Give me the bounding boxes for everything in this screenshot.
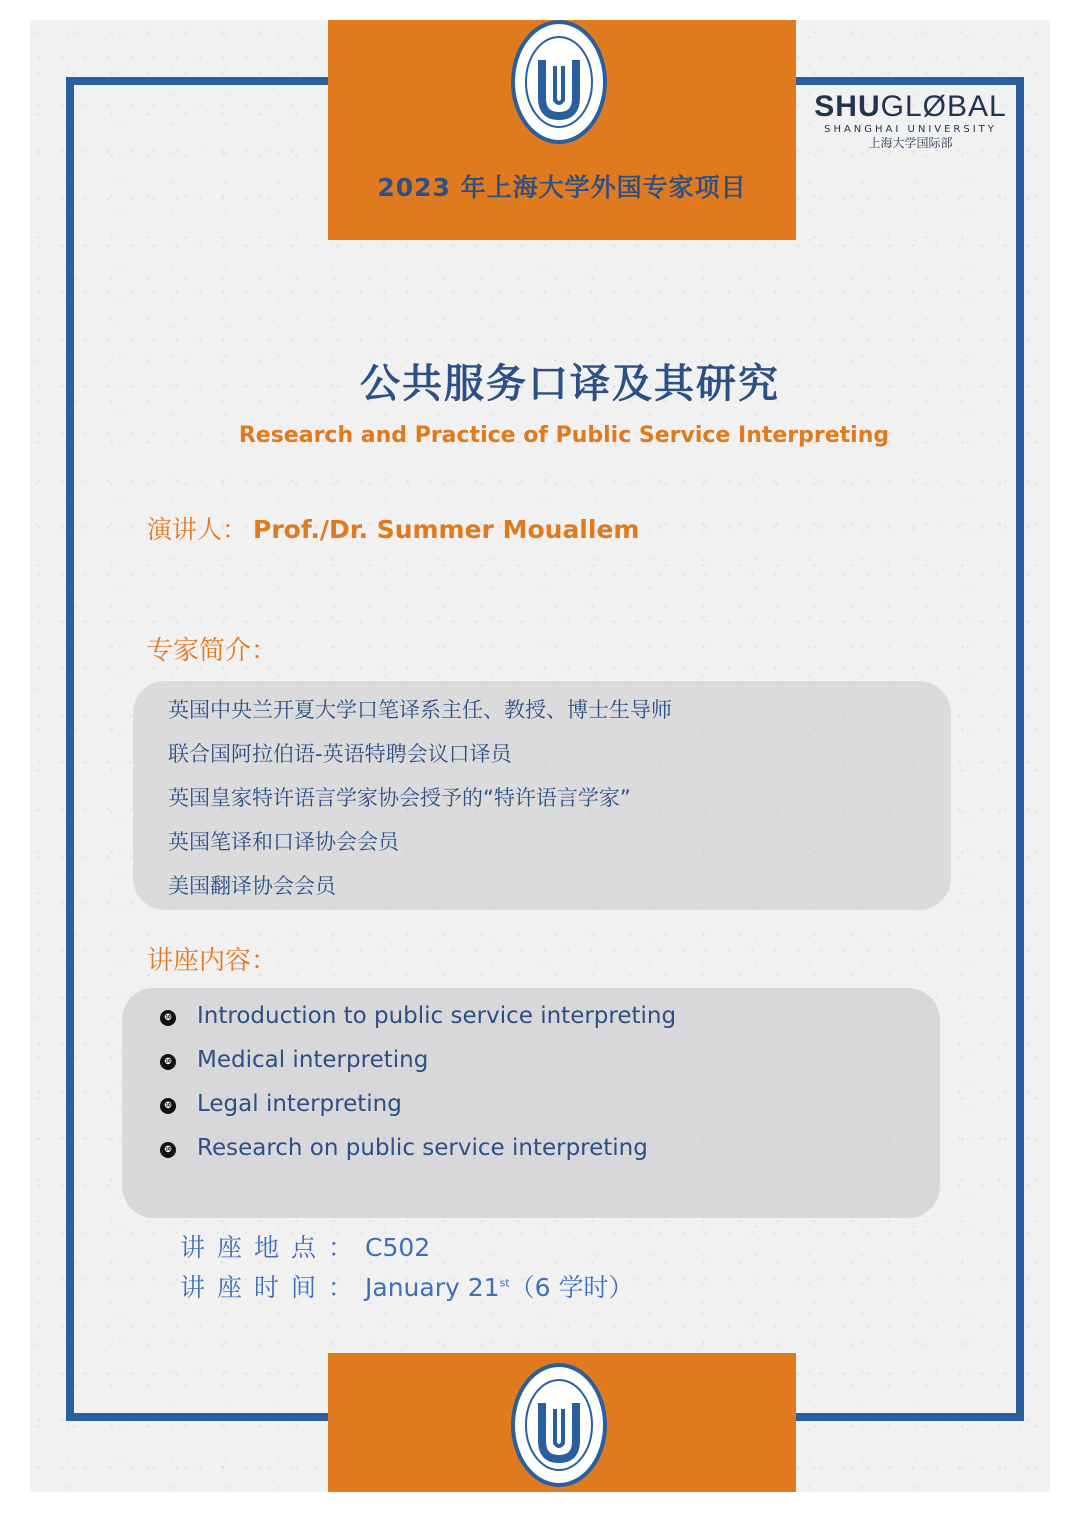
content-item-text: Research on public service interpreting (197, 1135, 648, 1161)
bio-list (168, 693, 672, 913)
bullet-icon: ❿ (160, 1010, 176, 1026)
project-title: 2023 年上海大学外国专家项目 (377, 173, 747, 202)
time-value: January 21 (365, 1273, 500, 1302)
bullet-icon: ❿ (160, 1098, 176, 1114)
bullet-icon: ❿ (160, 1142, 176, 1158)
content-item (160, 997, 676, 1041)
shanghai-university-seal-icon (511, 20, 607, 144)
lecture-title-en: Research and Practice of Public Service Interpreting (238, 423, 890, 448)
bullet-icon: ❿ (160, 1054, 176, 1070)
bio-item: 英国中央兰开夏大学口笔译系主任、教授、博士生导师 (168, 698, 672, 722)
location-value: C502 (365, 1233, 431, 1262)
bio-item: 联合国阿拉伯语-英语特聘会议口译员 (168, 742, 512, 766)
time-ordinal: st (499, 1276, 510, 1290)
location-line (180, 1228, 430, 1264)
shanghai-university-seal-icon (511, 1363, 607, 1487)
time-label: 讲座时间： (180, 1273, 366, 1302)
content-item (160, 1041, 676, 1085)
bio-item: 英国笔译和口译协会会员 (168, 830, 399, 854)
content-item (160, 1085, 676, 1129)
brand-cn-name: 上海大学国际部 (868, 136, 953, 150)
content-item-text: Introduction to public service interpreting (197, 1003, 677, 1029)
content-item-text: Legal interpreting (197, 1091, 402, 1117)
shu-global-logo (808, 90, 1013, 150)
brand-subtitle: SHANGHAI UNIVERSITY (824, 124, 997, 135)
speaker-label: 演讲人： (147, 515, 248, 544)
bio-item: 美国翻译协会会员 (168, 874, 336, 898)
lecture-title-cn: 公共服务口译及其研究 (360, 361, 780, 407)
speaker-line (147, 510, 639, 546)
brand-wordmark (808, 90, 1013, 124)
bio-item: 英国皇家特许语言学家协会授予的“特许语言学家” (168, 786, 631, 810)
content-item (160, 1129, 676, 1173)
time-extra: （6 学时） (509, 1273, 634, 1302)
brand-global: GLØBAL (880, 90, 1007, 123)
content-list (160, 997, 676, 1173)
brand-shu: SHU (814, 90, 881, 123)
content-item-text: Medical interpreting (197, 1047, 429, 1073)
speaker-name: Prof./Dr. Summer Mouallem (253, 515, 640, 544)
time-line (180, 1268, 633, 1304)
content-heading: 讲座内容： (147, 946, 278, 976)
bio-heading: 专家简介： (147, 636, 278, 666)
location-label: 讲座地点： (180, 1233, 366, 1262)
